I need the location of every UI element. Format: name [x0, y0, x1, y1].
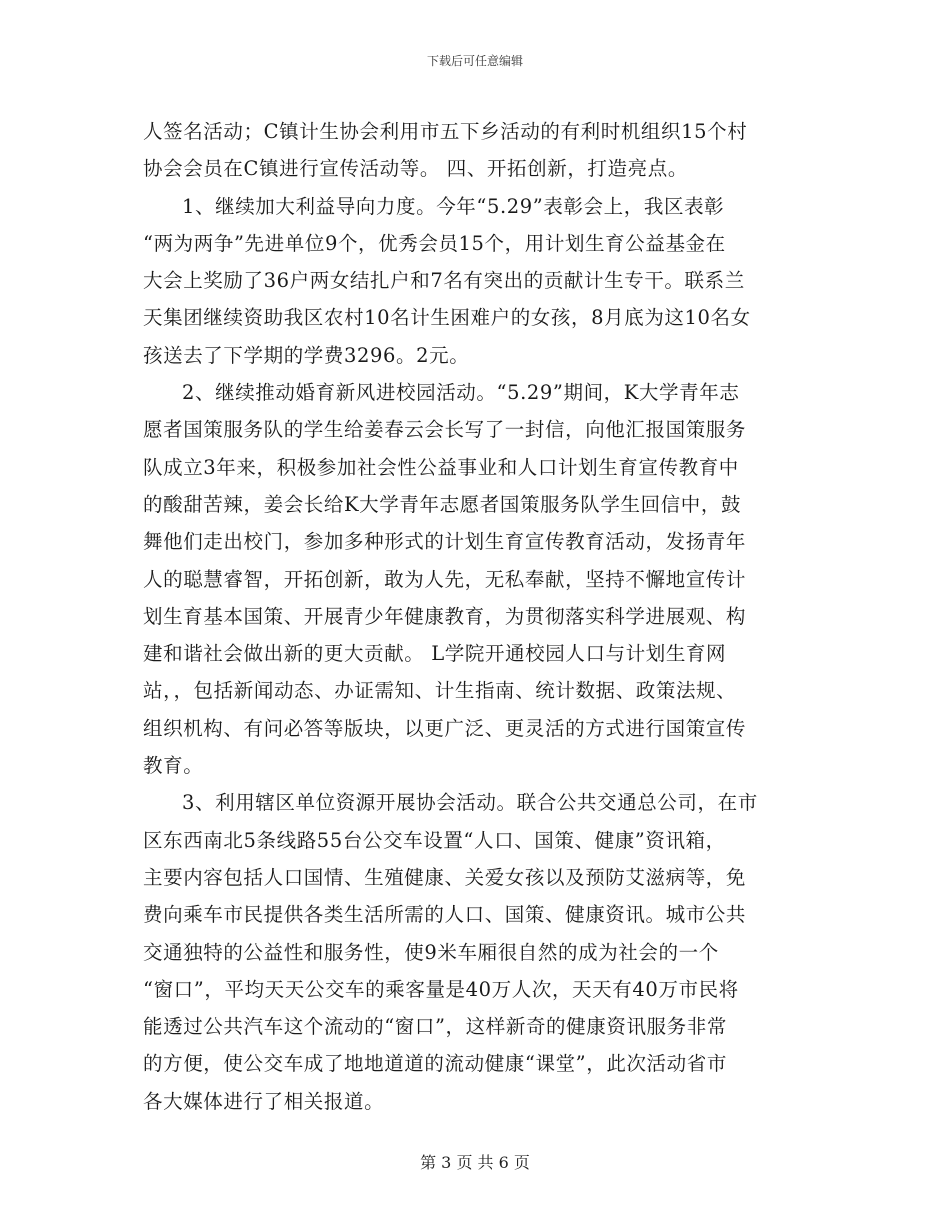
- text-line: 大会上奖励了36户两女结扎户和7名有突出的贡献计生专干。联系兰: [143, 269, 745, 293]
- text-line: 交通独特的公益性和服务性，使9米车厢很自然的成为社会的一个: [143, 940, 719, 964]
- text-line: 的酸甜苦辣，姜会长给K大学青年志愿者国策服务队学生回信中，鼓: [143, 492, 742, 516]
- text-line: “两为两争”先进单位9个，优秀会员15个，用计划生育公益基金在: [143, 231, 726, 255]
- text-line: 的方便，使公交车成了地地道道的流动健康“课堂”，此次活动省市: [143, 1052, 727, 1076]
- text-line: 队成立3年来，积极参加社会性公益事业和人口计划生育宣传教育中: [143, 455, 739, 479]
- text-line: 人的聪慧睿智，开拓创新，敢为人先，无私奉献，坚持不懈地宣传计: [143, 567, 747, 591]
- text-line: 1、继续加大利益导向力度。今年“5.29”表彰会上，我区表彰: [182, 194, 725, 218]
- text-line: “窗口”，平均天天公交车的乘客量是40万人次，天天有40万市民将: [143, 977, 739, 1001]
- page-header: 下载后可任意编辑: [426, 54, 523, 68]
- text-line: 天集团继续资助我区农村10名计生困难户的女孩，8月底为这10名女: [143, 306, 751, 330]
- page-footer: 第 3 页 共 6 页: [420, 1153, 530, 1172]
- text-line: 人签名活动；C镇计生协会利用市五下乡活动的有利时机组织15个村: [143, 120, 748, 143]
- text-line: 2、继续推动婚育新风进校园活动。“5.29”期间，K大学青年志: [182, 381, 740, 405]
- text-line: 组织机构、有问必答等版块，以更广泛、更灵活的方式进行国策宣传: [143, 716, 747, 740]
- text-line: 孩送去了下学期的学费3296。2元。: [143, 343, 470, 367]
- text-line: 愿者国策服务队的学生给姜春云会长写了一封信，向他汇报国策服务: [143, 418, 747, 442]
- text-line: 教育。: [143, 754, 204, 778]
- text-line: 能透过公共汽车这个流动的“窗口”，这样新奇的健康资讯服务非常: [143, 1015, 727, 1039]
- text-line: 区东西南北5条线路55台公交车设置“人口、国策、健康”资讯箱，: [143, 828, 726, 852]
- body-text: [143, 113, 811, 1120]
- text-line: 舞他们走出校门，参加多种形式的计划生育宣传教育活动，发扬青年: [143, 530, 747, 554]
- text-line: 建和谐社会做出新的更大贡献。 L学院开通校园人口与计划生育网: [143, 642, 727, 666]
- text-line: 划生育基本国策、开展青少年健康教育，为贯彻落实科学进展观、构: [143, 604, 747, 628]
- text-line: 费向乘车市民提供各类生活所需的人口、国策、健康资讯。城市公共: [143, 903, 747, 927]
- text-line: 协会会员在C镇进行宣传活动等。 四、开拓创新，打造亮点。: [143, 157, 688, 181]
- text-line: 3、利用辖区单位资源开展协会活动。联合公共交通总公司，在市: [182, 791, 758, 815]
- text-line: 各大媒体进行了相关报道。: [143, 1089, 385, 1113]
- text-line: 主要内容包括人口国情、生殖健康、关爱女孩以及预防艾滋病等，免: [143, 865, 747, 889]
- text-line: 站，，包括新闻动态、办证需知、计生指南、统计数据、政策法规、: [143, 679, 737, 703]
